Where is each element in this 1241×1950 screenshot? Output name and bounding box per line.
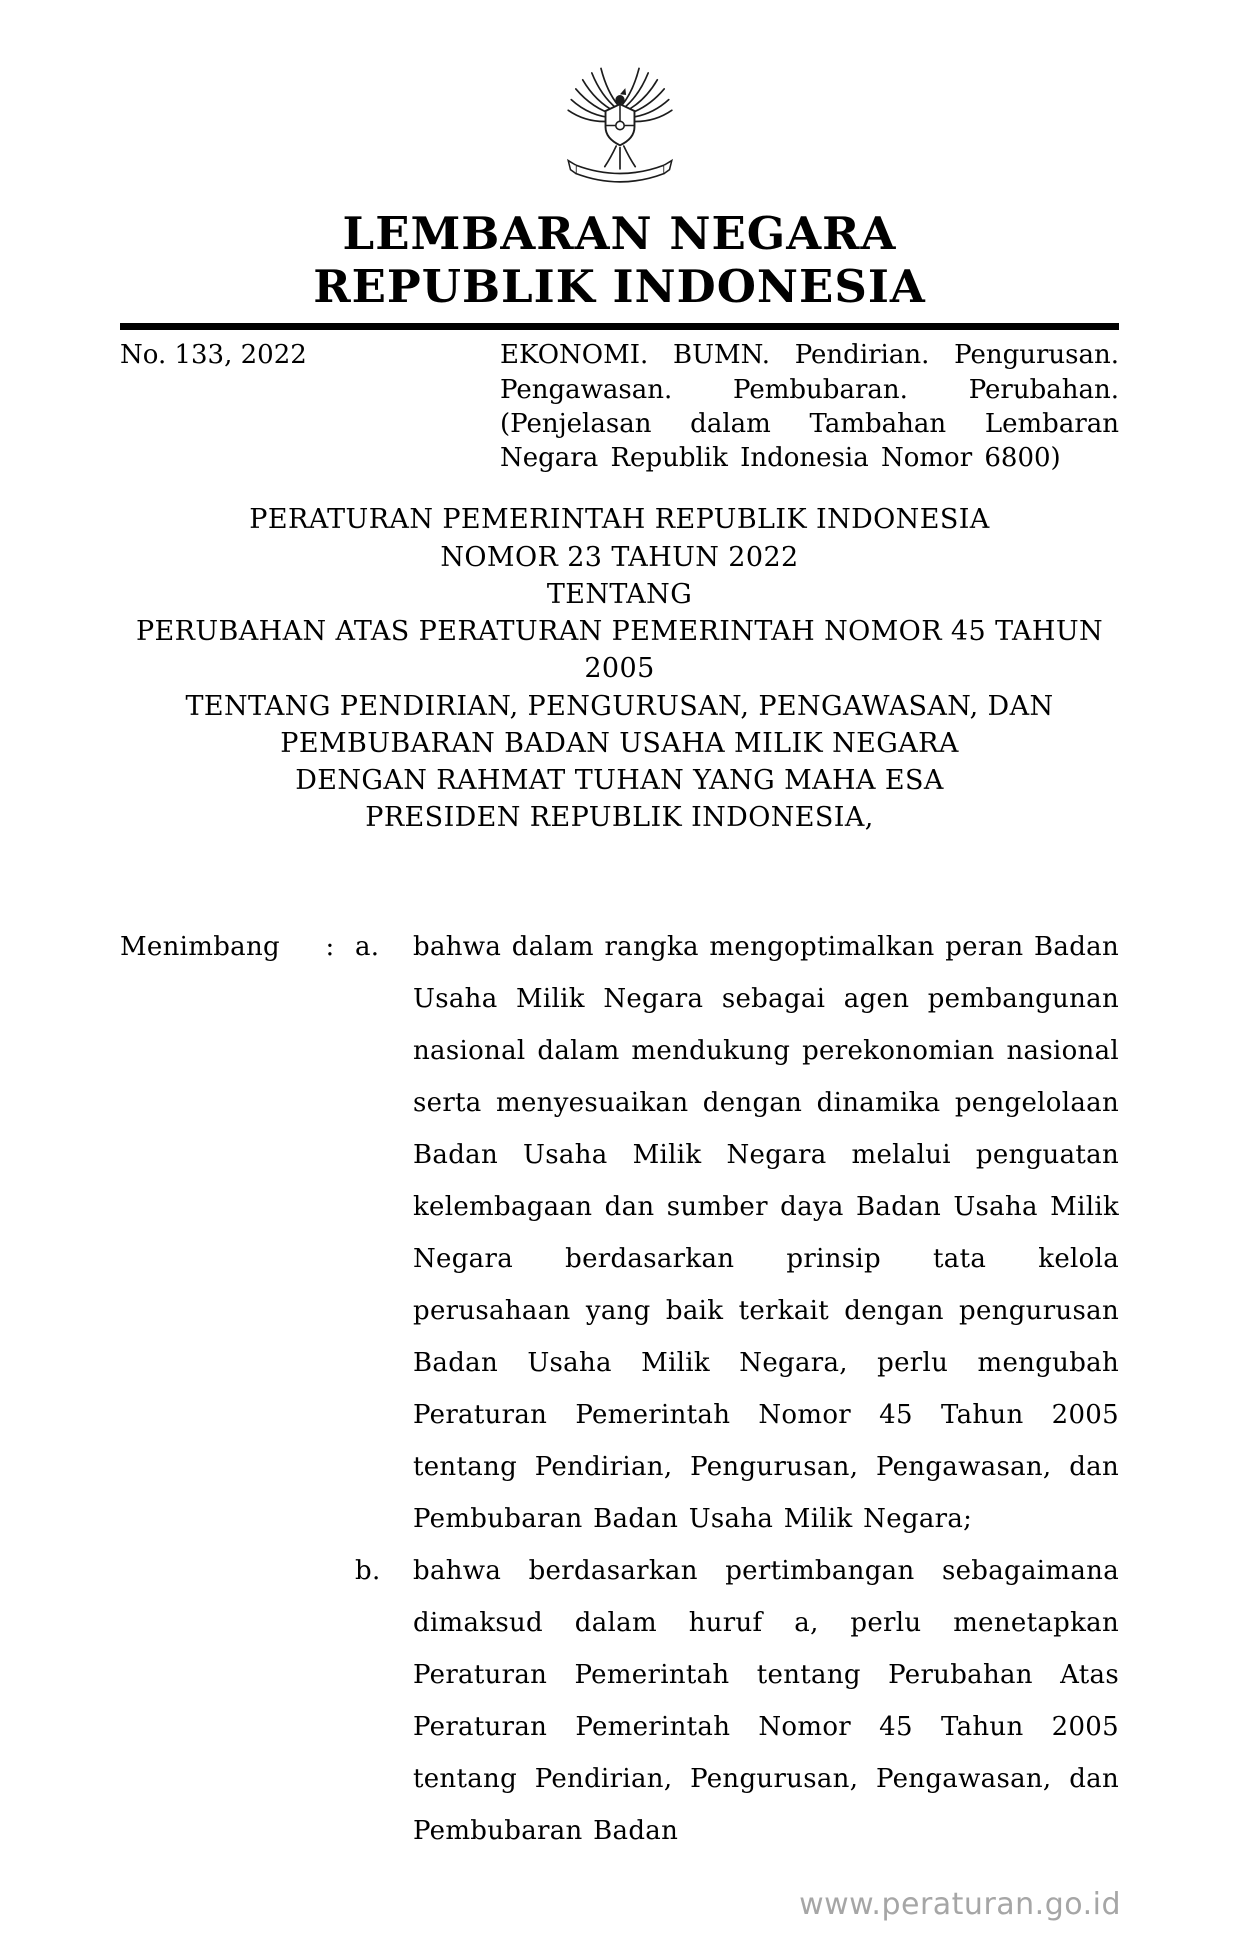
subject-keywords: EKONOMI. BUMN. Pendirian. Pengurusan. Pengawasan. Pembubaran. Perubahan. (Penjelasan dalam Tambahan Lembaran Negara Republik Indonesia Nomor 6800) xyxy=(500,340,1119,474)
invocation-line: DENGAN RAHMAT TUHAN YANG MAHA ESA xyxy=(295,765,944,797)
considerations-items xyxy=(355,921,1119,1857)
masthead-title-line2: REPUBLIK INDONESIA xyxy=(313,260,926,314)
heading-line: PEMBUBARAN BADAN USAHA MILIK NEGARA xyxy=(280,727,959,759)
gazette-header-row xyxy=(120,338,1119,475)
considerations-row xyxy=(120,921,1119,1857)
heading-line: PERUBAHAN ATAS PERATURAN PEMERINTAH NOMOR 45 TAHUN 2005 xyxy=(135,616,1104,685)
item-marker: a. xyxy=(355,931,380,962)
masthead-divider xyxy=(120,323,1119,330)
heading-line: NOMOR 23 TAHUN 2022 xyxy=(440,541,799,573)
heading-line: TENTANG xyxy=(546,578,693,610)
considerations-label: Menimbang xyxy=(120,931,280,962)
issue-number: No. 133, 2022 xyxy=(120,340,307,371)
authority-line: PRESIDEN REPUBLIK INDONESIA, xyxy=(365,802,874,834)
item-text: bahwa dalam rangka mengoptimalkan peran Badan Usaha Milik Negara sebagai agen pembangunan nasional dalam mendukung perekonomian nasional serta menyesuaikan dengan dinamika pengelolaan Badan Usaha Milik Negara melalui penguatan kelembagaan dan sumber daya Badan Usaha Milik Negara berdasarkan prinsip tata kelola perusahaan yang baik terkait dengan pengurusan Badan Usaha Milik Negara, perlu mengubah Peraturan Pemerintah Nomor 45 Tahun 2005 tentang Pendirian, Pengurusan, Pengawasan, dan Pembubaran Badan Usaha Milik Negara; xyxy=(413,931,1119,1534)
regulation-heading xyxy=(120,501,1119,836)
considerations-separator: : xyxy=(325,931,335,962)
item-text: bahwa berdasarkan pertimbangan sebagaimana dimaksud dalam huruf a, perlu menetapkan Peraturan Pemerintah tentang Perubahan Atas Peraturan Pemerintah Nomor 45 Tahun 2005 tentang Pendirian, Pengurusan, Pengawasan, dan Pembubaran Badan xyxy=(413,1555,1119,1846)
heading-line: TENTANG PENDIRIAN, PENGURUSAN, PENGAWASAN, DAN xyxy=(185,690,1054,722)
heading-line: PERATURAN PEMERINTAH REPUBLIK INDONESIA xyxy=(249,504,990,536)
consideration-item-a xyxy=(355,921,1119,1545)
masthead-title-line1: LEMBARAN NEGARA xyxy=(342,207,897,260)
item-marker: b. xyxy=(355,1555,381,1586)
emblem-container xyxy=(120,0,1119,195)
watermark: www.peraturan.go.id xyxy=(799,1887,1121,1922)
masthead-title xyxy=(120,207,1119,313)
garuda-emblem-icon xyxy=(559,60,681,191)
considerations-section xyxy=(120,921,1119,1857)
consideration-item-b xyxy=(355,1545,1119,1857)
